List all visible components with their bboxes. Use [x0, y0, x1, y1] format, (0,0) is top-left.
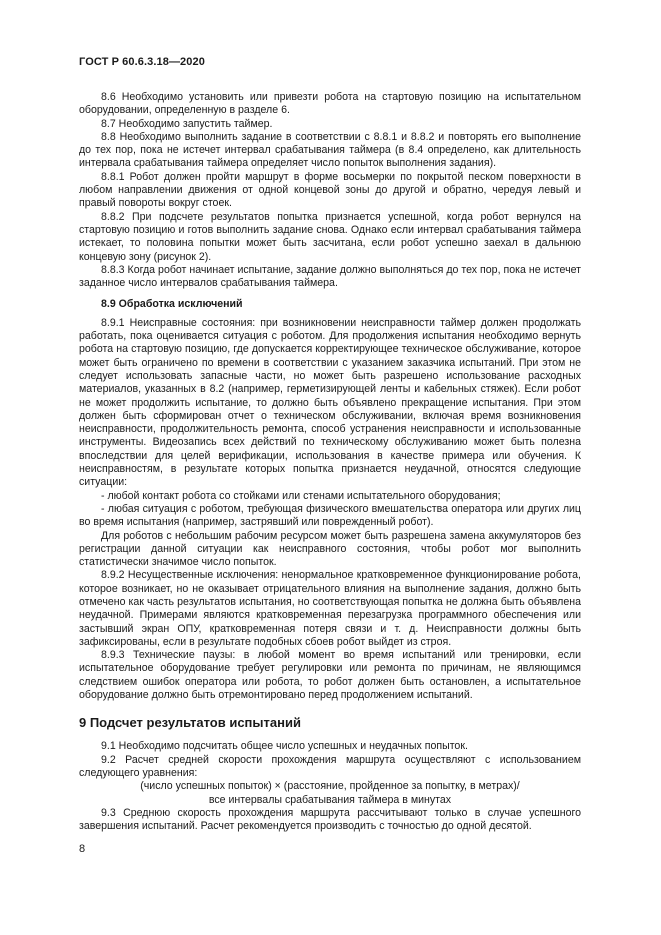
- paragraph-8-9-1: 8.9.1 Неисправные состояния: при возникновении неисправности таймер должен продолжать работать, пока оценивается ситуация с роботом. Для продолжения испытания необходимо вернуть робота на стартовую позицию, где допускается корректирующее техническое обслуживание, которое может быть ограничено по времени в соответствии с указанием заказчика испытаний. При этом не следует использовать запасные части, но может быть разрешено использование расходных материалов, указанных в 8.2 (например, герметизирующей ленты и кабельных стяжек). Если робот не может продолжить испытание, то должно быть объявлено прекращение испытания. При этом должен быть сформирован отчет о техническом обслуживании, включая время возникновения неисправности, продолжительность ремонта, способ устранения неисправности и использованные инструменты. Видеозапись всех действий по техническому обслуживанию может быть полезна впоследствии для целей верификации, использования в качестве примера или обучения. К неисправностям, в результате которых попытка признается неудачной, относятся следующие ситуации:: [79, 316, 581, 489]
- formula-denominator: все интервалы срабатывания таймера в минутах: [208, 793, 452, 806]
- paragraph-8-8-2: 8.8.2 При подсчете результатов попытка признается успешной, когда робот вернулся на стартовую позицию и готов выполнить задание снова. Однако если интервал срабатывания таймера истекает, то половина попытки может быть засчитана, если робот успешно заехал в дальнюю концевую зону (рисунок 2).: [79, 210, 581, 263]
- paragraph-9-1: 9.1 Необходимо подсчитать общее число успешных и неудачных попыток.: [101, 740, 468, 753]
- paragraph-8-6: 8.6 Необходимо установить или привезти робота на стартовую позицию на испытательном оборудовании, определенную в разделе 6.: [79, 91, 581, 117]
- heading-8-9: 8.9 Обработка исключений: [101, 298, 243, 311]
- paragraph-9-2: 9.2 Расчет средней скорости прохождения маршрута осуществляют с использованием следующего уравнения:: [79, 753, 581, 779]
- paragraph-8-8-1: 8.8.1 Робот должен пройти маршрут в форме восьмерки по покрытой песком поверхности в любом направлении движения от одной концевой зоны до другой и обратно, чередуя левый и правый повороты вокруг стоек.: [79, 170, 581, 210]
- list-item-dash-1: - любой контакт робота со стойками или стенами испытательного оборудования;: [101, 489, 501, 502]
- paragraph-8-7: 8.7 Необходимо запустить таймер.: [101, 117, 273, 130]
- page-number: 8: [79, 843, 86, 855]
- document-body: [79, 91, 581, 833]
- paragraph-8-8: 8.8 Необходимо выполнить задание в соответствии с 8.8.1 и 8.8.2 и повторять его выполнение до тех пор, пока не истечет интервал срабатывания таймера (в 8.4 определено, как длительность интервала срабатывания таймера определяет число попыток выполнения задания).: [79, 130, 581, 170]
- paragraph-low-resource: Для роботов с небольшим рабочим ресурсом может быть разрешена замена аккумуляторов без регистрации данной ситуации как неисправного состояния, чтобы робот мог выполнить статистически значимое число попыток.: [79, 529, 581, 569]
- paragraph-8-9-2: 8.9.2 Несущественные исключения: ненормальное кратковременное функционирование робота, которое возникает, но не оказывает отрицательного влияния на выполнение задания, должно быть отмечено как часть результатов испытания, но соответствующая попытка не должна быть объявлена неудачной. Примерами являются кратковременная перезагрузка программного обеспечения или застывший экран ОПУ, кратковременная потеря связи и т. д. Неисправности должны быть зафиксированы, если в результате подобных сбоев робот выйдет из строя.: [79, 569, 581, 648]
- paragraph-9-3: 9.3 Среднюю скорость прохождения маршрута рассчитывают только в случае успешного завершения испытаний. Расчет рекомендуется производить с точностью до одной десятой.: [79, 806, 581, 833]
- document-header: ГОСТ Р 60.6.3.18—2020: [79, 56, 205, 68]
- section-title-9: 9 Подсчет результатов испытаний: [79, 715, 301, 731]
- formula-numerator: (число успешных попыток) × (расстояние, пройденное за попытку, в метрах)/: [140, 780, 520, 793]
- paragraph-8-8-3: 8.8.3 Когда робот начинает испытание, задание должно выполняться до тех пор, пока не истечет заданное число интервалов срабатывания таймера.: [79, 263, 581, 290]
- list-item-dash-2: - любая ситуация с роботом, требующая физического вмешательства оператора или других лиц во время испытания (например, застрявший или поврежденный робот).: [79, 502, 581, 529]
- paragraph-8-9-3: 8.9.3 Технические паузы: в любой момент во время испытаний или тренировки, если испытательное оборудование требует регулировки или ремонта по причинам, не являющимся следствием ошибок оператора или робота, то робот должен быть остановлен, а испытательное оборудование должно быть отремонтировано перед продолжением испытаний.: [79, 649, 581, 702]
